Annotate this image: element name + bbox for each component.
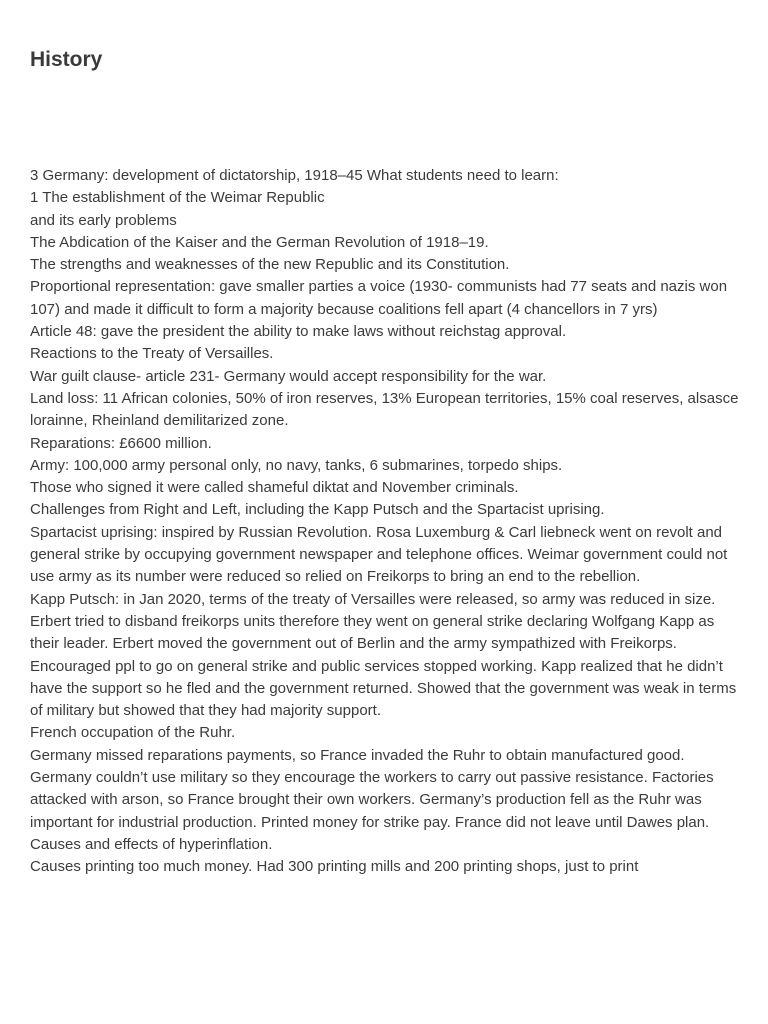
note-line: Those who signed it were called shameful diktat and November criminals.	[30, 479, 519, 497]
note-line: Germany missed reparations payments, so France invaded the Ruhr to obtain manufactured good. Germany couldn’t use military so they encourage the workers to carry out passive resistance. Factories attacked with arson, so France brought their own workers. Germany’s production fell as the Ruhr was important for industrial production. Printed money for strike pay. France did not leave until Dawes plan.	[30, 746, 714, 831]
note-line: Army: 100,000 army personal only, no navy, tanks, 6 submarines, torpedo ships.	[30, 456, 563, 474]
note-body[interactable]	[30, 165, 742, 879]
note-line: Reactions to the Treaty of Versailles.	[30, 345, 274, 363]
note-line: and its early problems	[30, 211, 177, 229]
note-line: Causes printing too much money. Had 300 printing mills and 200 printing shops, just to print	[30, 858, 639, 876]
note-line: Land loss: 11 African colonies, 50% of iron reserves, 13% European territories, 15% coal reserves, alsasce lorainne, Rheinland demilitarized zone.	[30, 389, 739, 430]
note-line: Reparations: £6600 million.	[30, 434, 212, 452]
note-line: 1 The establishment of the Weimar Republic	[30, 189, 325, 207]
note-line: Spartacist uprising: inspired by Russian Revolution. Rosa Luxemburg & Carl liebneck went on revolt and general strike by occupying government newspaper and telephone offices. Weimar government could not use army as its number were reduced so relied on Freikorps to bring an end to the rebellion.	[30, 523, 728, 586]
note-line: The Abdication of the Kaiser and the German Revolution of 1918–19.	[30, 233, 489, 251]
note-line: Challenges from Right and Left, including the Kapp Putsch and the Spartacist uprising.	[30, 501, 605, 519]
note-line: 3 Germany: development of dictatorship, 1918–45 What students need to learn:	[30, 167, 559, 184]
note-line: Causes and effects of hyperinflation.	[30, 835, 273, 853]
note-line: Kapp Putsch: in Jan 2020, terms of the treaty of Versailles were released, so army was reduced in size. Erbert tried to disband freikorps units therefore they went on general strike declaring Wolfgang Kapp as their leader. Erbert moved the government out of Berlin and the army sympathized with Freikorps. Encouraged ppl to go on general strike and public services stopped working. Kapp realized that he didn’t have the support so he fled and the government returned. Showed that the government was weak in terms of military but showed that they had majority support.	[30, 590, 737, 720]
note-line: Proportional representation: gave smaller parties a voice (1930- communists had 77 seats and nazis won 107) and made it difficult to form a majority because coalitions fell apart (4 chancellors in 7 yrs)	[30, 278, 728, 318]
note-line: The strengths and weaknesses of the new Republic and its Constitution.	[30, 256, 510, 274]
note-line: Article 48: gave the president the ability to make laws without reichstag approval.	[30, 323, 567, 341]
note-title[interactable]: History	[30, 48, 103, 71]
note-line: War guilt clause- article 231- Germany would accept responsibility for the war.	[30, 367, 547, 385]
note-line: French occupation of the Ruhr.	[30, 724, 236, 742]
